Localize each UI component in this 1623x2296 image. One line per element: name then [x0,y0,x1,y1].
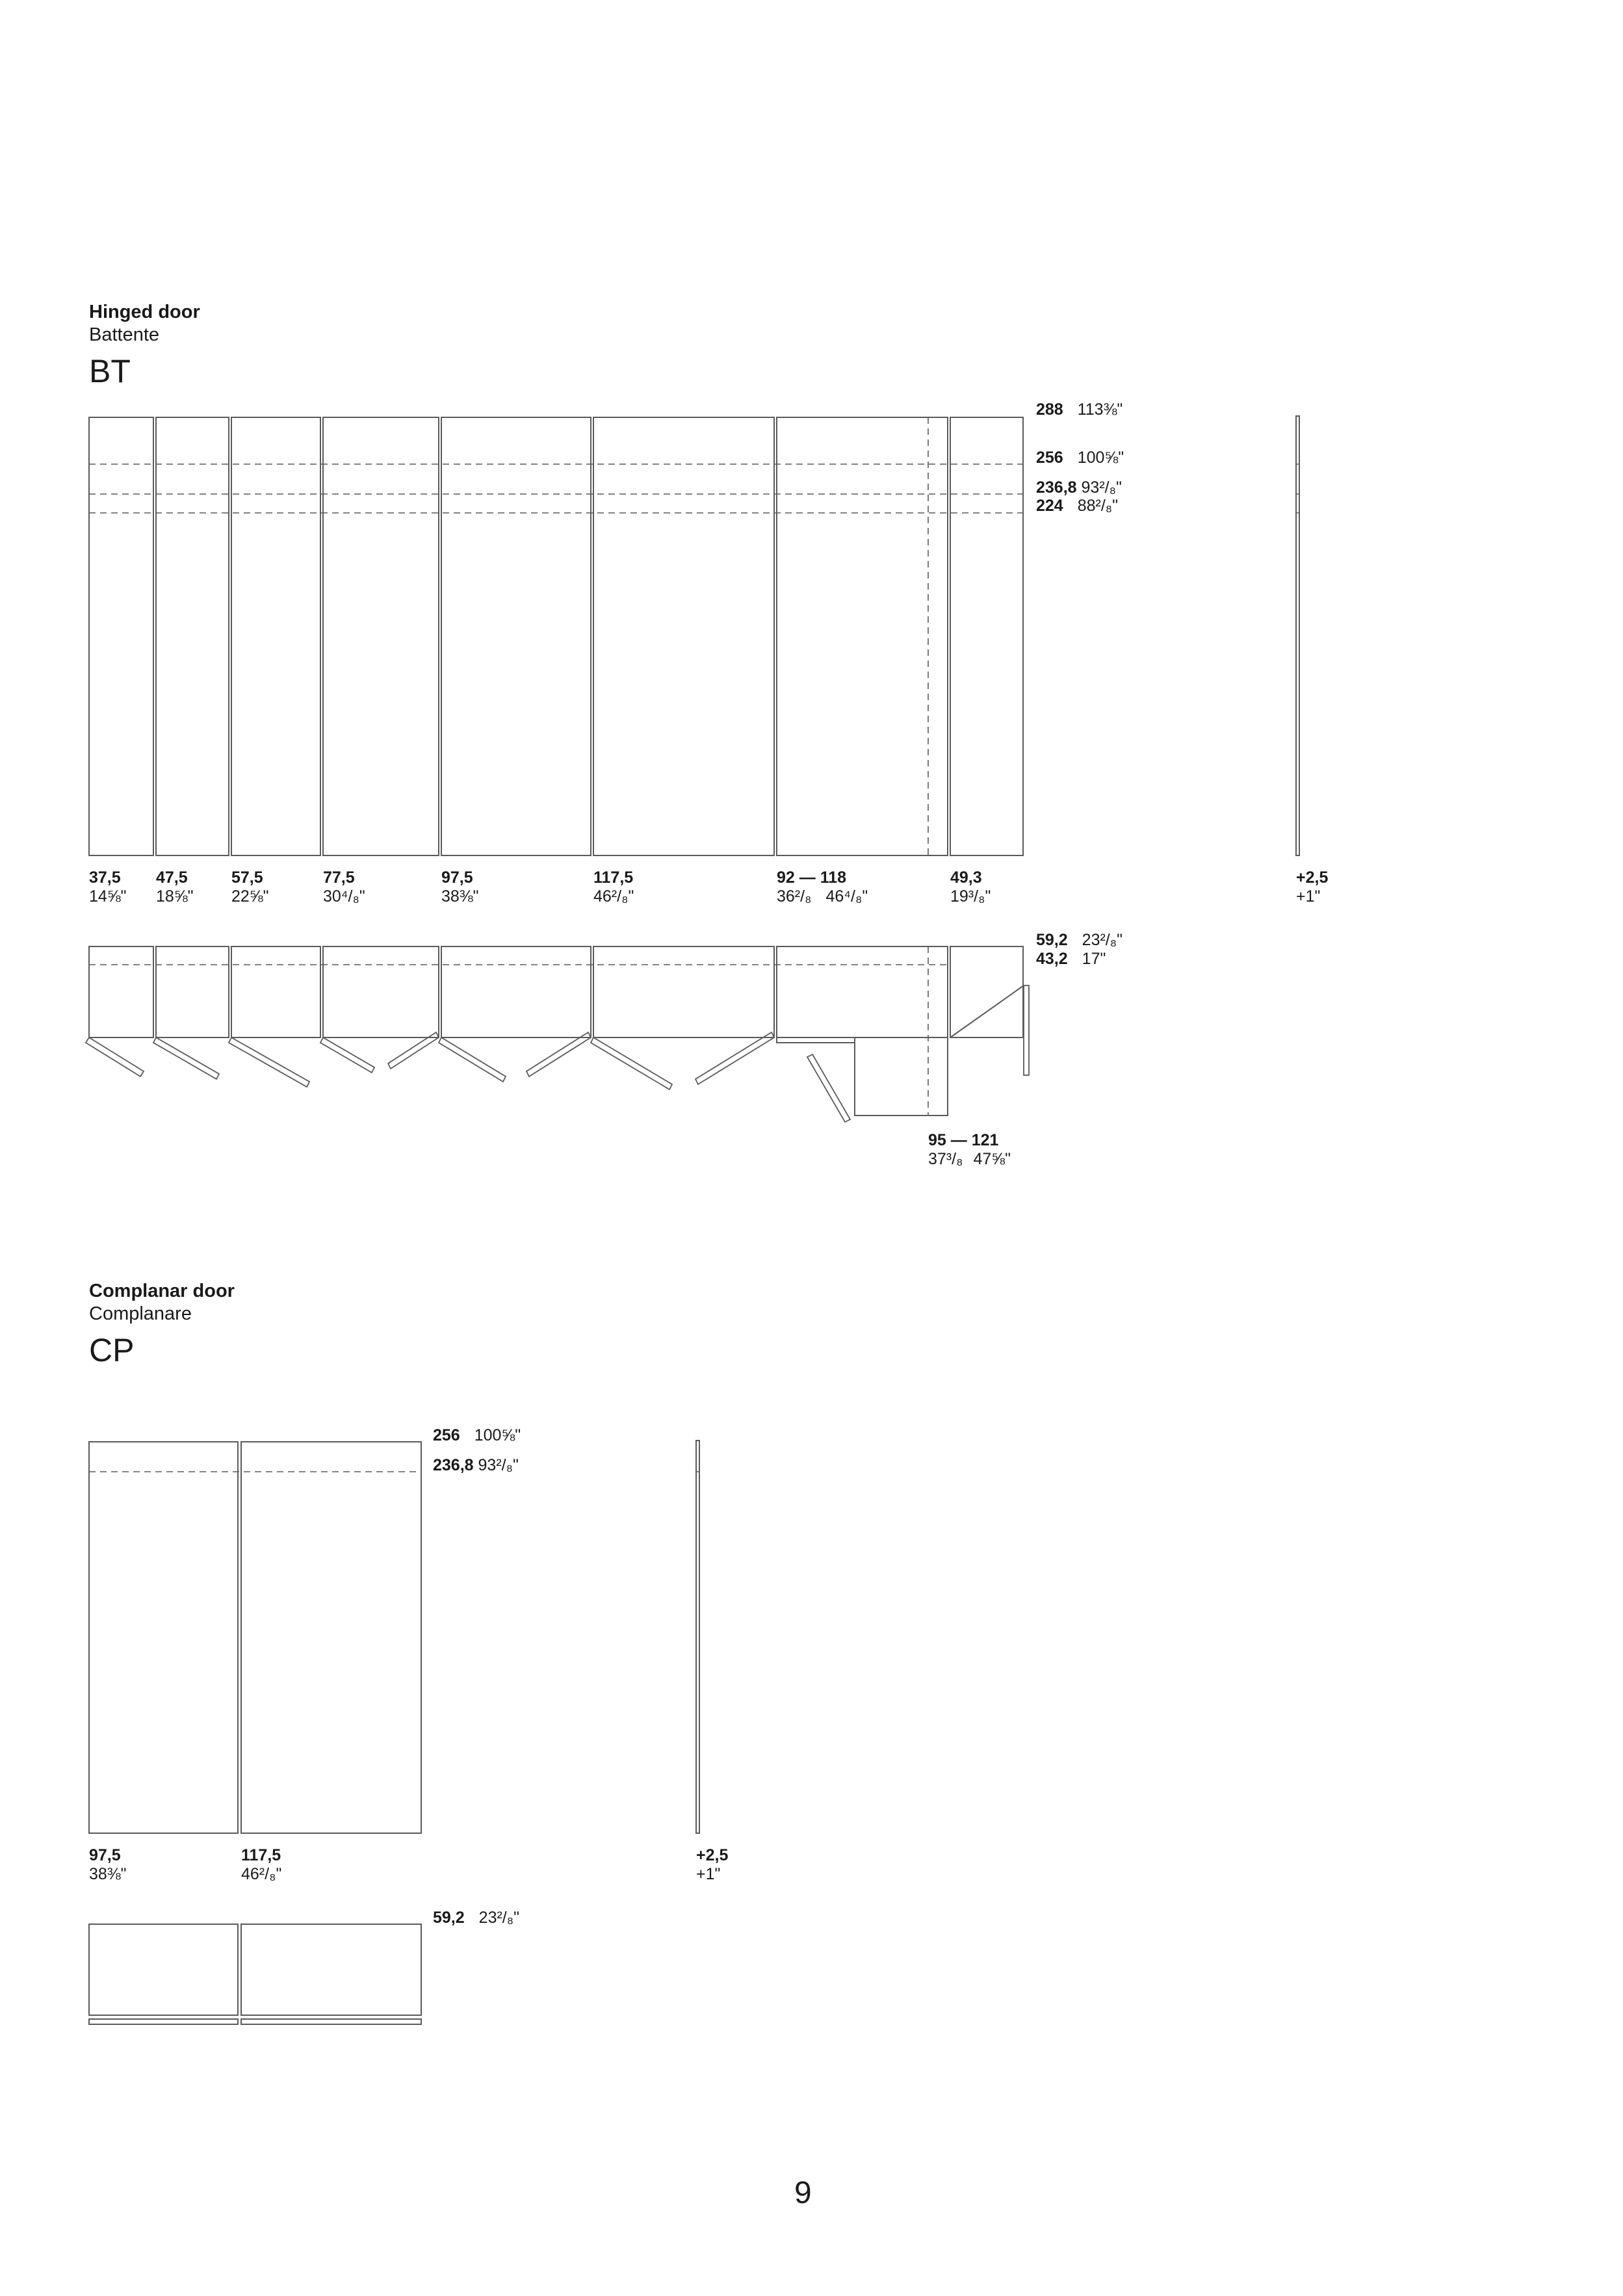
bt-corner-dimension: 95 — 121 37³/₈ 47⅝" [928,1131,1011,1168]
cp-front-panel-117 [241,1442,421,1833]
bt-depths: 59,2 23²/₈" 43,2 17" [1036,931,1123,968]
bt-width-corner: 92 — 118 36²/₈ 46⁴/₈" [777,868,868,906]
bt-height-236: 236,8 93²/₈" [1036,478,1122,497]
cp-thickness: +2,5 +1" [696,1846,729,1883]
bt-side-profile [1296,416,1299,855]
bt-corner-element [777,985,1024,1115]
cp-front-elevation [89,1441,699,1833]
cp-height-256: 256 100⅝" [433,1426,521,1444]
cp-width-117: 117,5 46²/₈" [241,1846,282,1883]
bt-front-panel-117 [593,417,774,855]
bt-width-49: 49,3 19³/₈" [950,868,991,906]
cp-title-en: Complanar door [89,1281,235,1301]
bt-width-37: 37,5 14⅝" [89,868,127,906]
bt-plan-box-37 [89,946,153,1037]
cp-width-97: 97,5 38⅜" [89,1846,127,1883]
cp-plan-door-97 [89,2019,238,2024]
cp-title-it: Complanare [89,1303,192,1324]
bt-front-panel-corner [777,417,948,855]
cp-plan-view [89,1924,421,2024]
bt-front-panel-49 [950,417,1023,855]
bt-open-doors [86,985,1029,1122]
bt-thickness: +2,5 +1" [1296,868,1329,906]
bt-width-97: 97,5 38⅜" [441,868,479,906]
cp-plan-box-117 [241,1924,421,2015]
bt-plan-box-77 [323,946,439,1037]
page-number: 9 [794,2176,812,2210]
bt-height-288: 288 113⅜" [1036,400,1123,419]
cp-front-panel-97 [89,1442,238,1833]
bt-plan-box-117 [593,946,774,1037]
bt-plan-box-57 [231,946,320,1037]
cp-side-profile [696,1441,699,1833]
bt-title-en: Hinged door [89,302,200,322]
cp-depth: 59,2 23²/₈" [433,1909,519,1927]
bt-height-256: 256 100⅝" [1036,449,1124,467]
bt-width-117: 117,5 46²/₈" [593,868,634,906]
bt-plan-box-47 [156,946,229,1037]
bt-front-panel-97 [441,417,591,855]
bt-width-47: 47,5 18⅝" [156,868,194,906]
bt-title-it: Battente [89,324,160,345]
bt-plan-box-49 [950,946,1023,1037]
bt-plan-box-corner [777,946,948,1037]
bt-width-57: 57,5 22⅝" [231,868,269,906]
cp-plan-box-97 [89,1924,238,2015]
cp-plan-door-117 [241,2019,421,2024]
bt-plan-box-97 [441,946,591,1037]
bt-front-panel-47 [156,417,229,855]
bt-plan-view [86,946,1029,1122]
bt-front-panel-77 [323,417,439,855]
bt-width-77: 77,5 30⁴/₈" [323,868,365,906]
bt-code: BT [89,353,131,389]
bt-height-224: 224 88²/₈" [1036,497,1119,515]
cp-height-236: 236,8 93²/₈" [433,1456,519,1474]
cp-code: CP [89,1332,135,1368]
bt-front-panel-37 [89,417,153,855]
bt-front-panel-57 [231,417,320,855]
